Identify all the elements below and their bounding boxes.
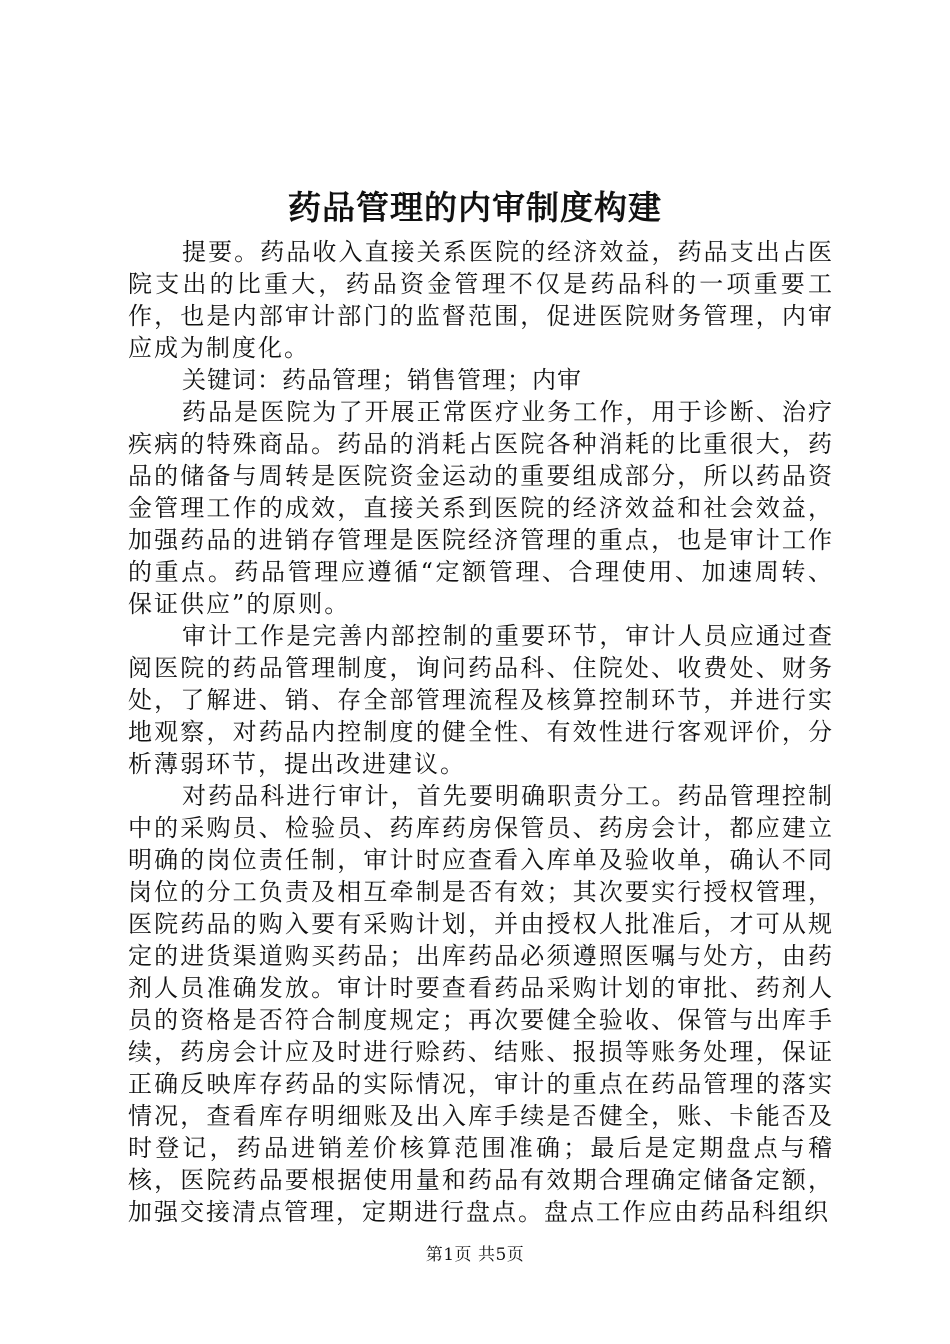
- abstract-paragraph: 提要。药品收入直接关系医院的经济效益，药品支出占医院支出的比重大，药品资金管理不仅是药品科的一项重要工作，也是内部审计部门的监督范围，促进医院财务管理，内审应成为制度化。: [128, 238, 834, 362]
- document-title: 药品管理的内审制度构建: [288, 188, 662, 227]
- body-paragraph: 对药品科进行审计，首先要明确职责分工。药品管理控制中的采购员、检验员、药库药房保管员、药房会计，都应建立明确的岗位责任制，审计时应查看入库单及验收单，确认不同岗位的分工负责及相互牵制是否有效；其次要实行授权管理，医院药品的购入要有采购计划，并由授权人批准后，才可从规定的进货渠道购买药品；出库药品必须遵照医嘱与处方，由药剂人员准确发放。审计时要查看药品采购计划的审批、药剂人员的资格是否符合制度规定；再次要健全验收、保管与出库手续，药房会计应及时进行赊药、结账、报损等账务处理，保证正确反映库存药品的实际情况，审计的重点在药品管理的落实情况，查看库存明细账及出入库手续是否健全，账、卡能否及时登记，药品进销差价核算范围准确；最后是定期盘点与稽核，医院药品要根据使用量和药品有效期合理确定储备定额，加强交接清点管理，定期进行盘点。盘点工作应由药品科组织: [128, 782, 834, 1226]
- page-number-footer: 第1页 共5页: [425, 1245, 525, 1265]
- keywords-line: 关键词：药品管理；销售管理；内审: [182, 366, 582, 394]
- document-body: [128, 236, 834, 1228]
- body-paragraph: 药品是医院为了开展正常医疗业务工作，用于诊断、治疗疾病的特殊商品。药品的消耗占医院各种消耗的比重很大，药品的储备与周转是医院资金运动的重要组成部分，所以药品资金管理工作的成效，直接关系到医院的经济效益和社会效益，加强药品的进销存管理是医院经济管理的重点，也是审计工作的重点。药品管理应遵循“定额管理、合理使用、加速周转、保证供应”的原则。: [128, 398, 834, 618]
- body-paragraph: 审计工作是完善内部控制的重要环节，审计人员应通过查阅医院的药品管理制度，询问药品科、住院处、收费处、财务处，了解进、销、存全部管理流程及核算控制环节，并进行实地观察，对药品内控制度的健全性、有效性进行客观评价，分析薄弱环节，提出改进建议。: [128, 622, 834, 778]
